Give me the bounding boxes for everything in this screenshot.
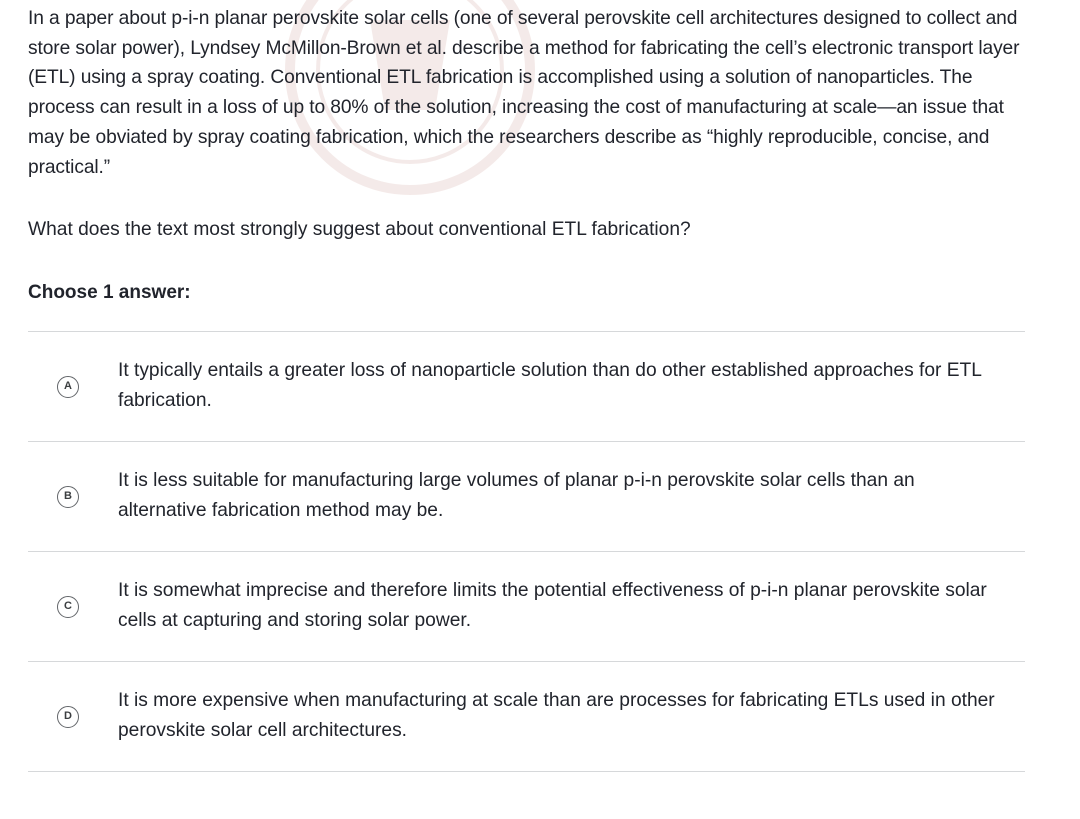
choice-a-text: It typically entails a greater loss of nanoparticle solution than do other established approaches for ETL fabrication. xyxy=(118,360,982,411)
choice-b-radio[interactable]: B xyxy=(57,486,79,508)
answer-choices xyxy=(28,331,1025,772)
choice-c-radio[interactable]: C xyxy=(57,596,79,618)
choice-b[interactable] xyxy=(28,442,1025,552)
question-text: What does the text most strongly suggest about conventional ETL fabrication? xyxy=(28,219,691,240)
choice-c[interactable] xyxy=(28,552,1025,662)
choice-a[interactable] xyxy=(28,332,1025,442)
choice-c-text: It is somewhat imprecise and therefore limits the potential effectiveness of p-i-n planar perovskite solar cells at capturing and storing solar power. xyxy=(118,580,987,631)
answer-prompt: Choose 1 answer: xyxy=(28,282,191,303)
choice-b-text: It is less suitable for manufacturing large volumes of planar p-i-n perovskite solar cells than an alternative fabrication method may be. xyxy=(118,470,915,521)
choice-a-radio[interactable]: A xyxy=(57,376,79,398)
choice-d-radio[interactable]: D xyxy=(57,706,79,728)
choice-d-text: It is more expensive when manufacturing at scale than are processes for fabricating ETLs used in other perovskite solar cell architectures. xyxy=(118,690,995,741)
passage-text: In a paper about p-i-n planar perovskite solar cells (one of several perovskite cell architectures designed to collect and store solar power), Lyndsey McMillon-Brown et al. describe a method for fabricating the cell’s electronic transport layer (ETL) using a spray coating. Conventional ETL fabrication is accomplished using a solution of nanoparticles. The process can result in a loss of up to 80% of the solution, increasing the cost of manufacturing at scale—an issue that may be obviated by spray coating fabrication, which the researchers describe as “highly reproducible, concise, and practical.” xyxy=(28,8,1020,178)
choice-d[interactable] xyxy=(28,662,1025,772)
